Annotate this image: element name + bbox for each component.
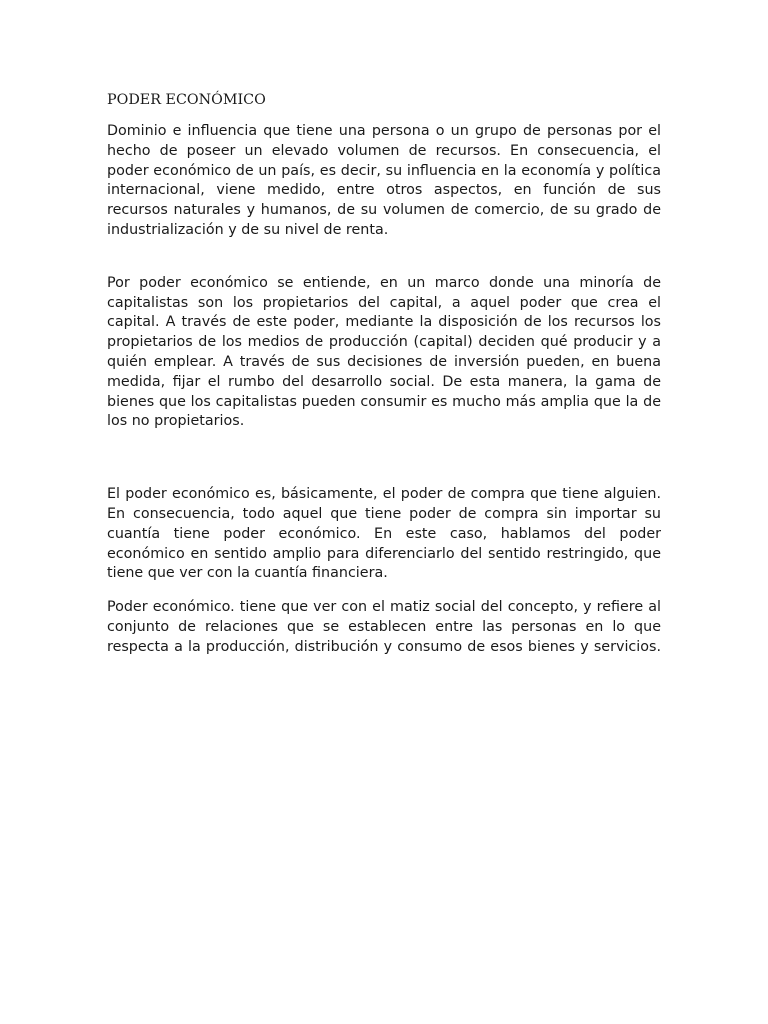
document-title: PODER ECONÓMICO	[107, 92, 266, 108]
paragraph-capitalist-power: Por poder económico se entiende, en un marco donde una minoría de capitalistas son los propietarios del capital, a aquel poder que crea el capital. A través de este poder, mediante la disposición de los recursos los propietarios de los medios de producción (capital) deciden qué producir y a quién emplear. A través de sus decisiones de inversión pueden, en buena medida, fijar el rumbo del desarrollo social. De esta manera, la gama de bienes que los capitalistas pueden consumir es mucho más amplia que la de los no propietarios.	[107, 274, 661, 430]
paragraph-purchasing-power: El poder económico es, básicamente, el poder de compra que tiene alguien. En consecuencia, todo aquel que tiene poder de compra sin importar su cuantía tiene poder económico. En este caso, hablamos del poder económico en sentido amplio para diferenciarlo del sentido restringido, que tiene que ver con la cuantía financiera.	[107, 486, 661, 582]
paragraph-definition: Dominio e influencia que tiene una persona o un grupo de personas por el hecho de poseer un elevado volumen de recursos. En consecuencia, el poder económico de un país, es decir, su influencia en la economía y política internacional, viene medido, entre otros aspectos, en función de sus recursos naturales y humanos, de su volumen de comercio, de su grado de industrialización y de su nivel de renta.	[107, 123, 661, 238]
paragraph-social-relations: Poder económico. tiene que ver con el matiz social del concepto, y refiere al conjunto de relaciones que se establecen entre las personas en lo que respecta a la producción, distribución y consumo de esos bienes y servicios.	[107, 599, 661, 655]
document-body	[107, 90, 661, 658]
